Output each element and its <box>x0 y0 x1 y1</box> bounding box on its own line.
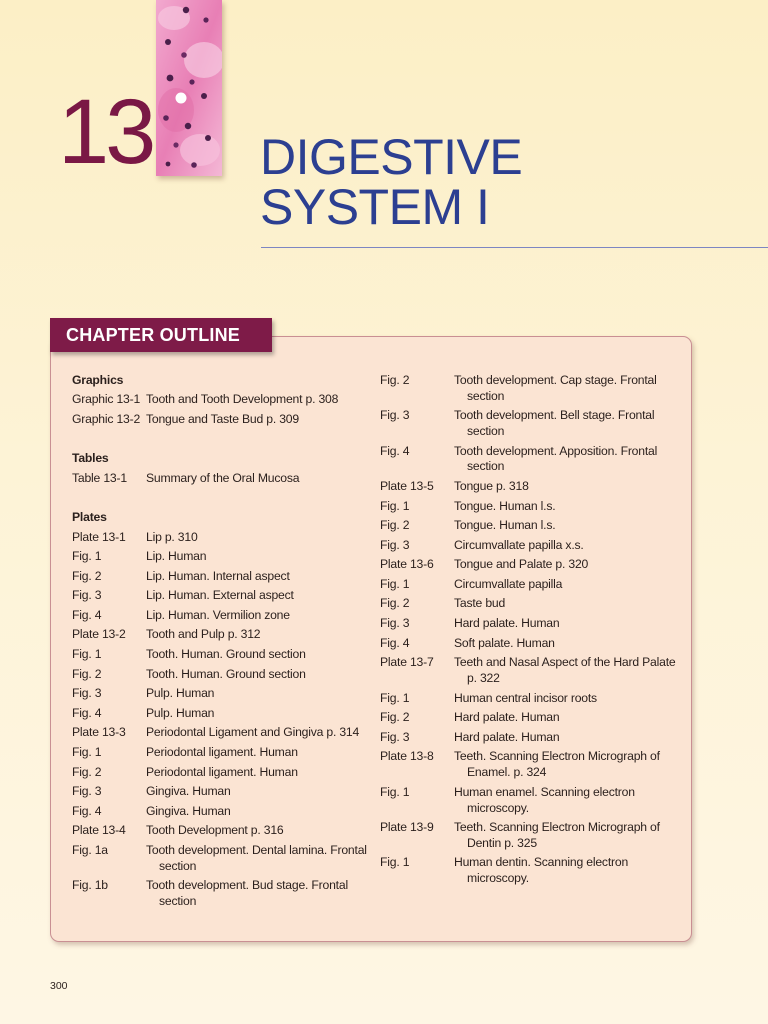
outline-entry-text: Pulp. Human <box>146 686 215 701</box>
outline-entry <box>380 653 680 688</box>
outline-entry-label: Fig. 1 <box>380 784 410 799</box>
outline-entry-label: Fig. 1b <box>72 878 108 893</box>
outline-entry-text: Tooth development. Bell stage. Frontal section <box>454 408 655 439</box>
graphics-list <box>72 391 372 430</box>
outline-entry <box>72 763 372 783</box>
outline-entry-text: Human enamel. Scanning electron microscopy. <box>454 784 635 815</box>
outline-entry-text: Lip. Human <box>146 549 207 564</box>
outline-entry-label: Fig. 1 <box>72 647 102 662</box>
plates-list-left <box>72 528 372 912</box>
tables-list <box>72 469 372 489</box>
outline-entry <box>72 821 372 841</box>
outline-entry-label: Fig. 1 <box>72 549 102 564</box>
outline-entry-label: Fig. 3 <box>380 729 410 744</box>
page-number: 300 <box>50 980 68 992</box>
outline-entry-label: Plate 13-6 <box>380 557 434 572</box>
outline-entry-text: Tongue p. 318 <box>454 479 529 494</box>
outline-entry-label: Plate 13-8 <box>380 749 434 764</box>
outline-entry-text: Tooth and Pulp p. 312 <box>146 627 261 642</box>
outline-entry-text: Teeth. Scanning Electron Micrograph of Dentin p. 325 <box>454 820 660 850</box>
outline-entry-label: Fig. 3 <box>72 784 102 799</box>
chapter-title-line-1: DIGESTIVE <box>260 129 523 185</box>
outline-entry-text: Human central incisor roots <box>454 690 597 705</box>
outline-entry-label: Plate 13-7 <box>380 655 434 670</box>
outline-entry <box>72 586 372 606</box>
outline-entry <box>72 469 372 489</box>
outline-entry-label: Fig. 1 <box>380 855 410 870</box>
outline-entry <box>72 645 372 665</box>
outline-entry <box>380 371 680 406</box>
outline-entry-label: Plate 13-1 <box>72 529 126 544</box>
outline-entry-label: Fig. 1 <box>380 690 410 705</box>
outline-entry <box>380 555 680 575</box>
outline-entry-label: Fig. 2 <box>380 596 410 611</box>
outline-entry <box>380 689 680 709</box>
outline-entry-label: Graphic 13-1 <box>72 392 141 407</box>
chapter-title <box>260 129 523 235</box>
outline-entry-label: Fig. 3 <box>380 408 410 423</box>
outline-entry-label: Fig. 4 <box>380 443 410 458</box>
outline-entry-label: Fig. 4 <box>72 803 102 818</box>
outline-entry-text: Summary of the Oral Mucosa <box>146 470 300 485</box>
outline-entry <box>72 841 372 876</box>
outline-entry <box>380 614 680 634</box>
outline-entry-text: Lip. Human. External aspect <box>146 588 294 603</box>
outline-entry <box>72 606 372 626</box>
outline-entry-label: Fig. 2 <box>380 372 410 387</box>
outline-entry-text: Gingiva. Human <box>146 803 231 818</box>
outline-entry-text: Human dentin. Scanning electron microscopy. <box>454 855 629 886</box>
outline-entry-text: Periodontal Ligament and Gingiva p. 314 <box>146 725 360 740</box>
outline-entry <box>380 728 680 748</box>
outline-entry-label: Fig. 1 <box>380 576 410 591</box>
outline-entry-text: Tooth development. Apposition. Frontal section <box>454 443 658 474</box>
outline-entry <box>72 665 372 685</box>
outline-entry-label: Fig. 3 <box>72 588 102 603</box>
plates-list-right <box>380 371 680 889</box>
outline-entry-text: Tooth development. Cap stage. Frontal section <box>454 372 657 403</box>
outline-entry-label: Fig. 4 <box>380 635 410 650</box>
outline-entry-label: Plate 13-5 <box>380 479 434 494</box>
outline-entry-text: Hard palate. Human <box>454 729 560 744</box>
outline-entry <box>380 406 680 441</box>
outline-entry-text: Pulp. Human <box>146 705 215 720</box>
chapter-title-line-2: SYSTEM I <box>260 179 490 235</box>
outline-entry-text: Teeth. Scanning Electron Micrograph of Enamel. p. 324 <box>454 749 660 780</box>
outline-entry <box>380 516 680 536</box>
outline-entry-text: Hard palate. Human <box>454 710 560 725</box>
outline-entry <box>380 708 680 728</box>
outline-entry-text: Tongue. Human l.s. <box>454 518 556 533</box>
outline-entry <box>72 743 372 763</box>
graphics-heading: Graphics <box>72 373 124 387</box>
outline-entry-label: Fig. 2 <box>380 710 410 725</box>
tables-heading: Tables <box>72 451 109 466</box>
outline-entry-text: Tongue. Human l.s. <box>454 498 556 513</box>
outline-entry-text: Tooth. Human. Ground section <box>146 647 306 662</box>
outline-entry <box>380 783 680 818</box>
outline-entry <box>380 747 680 782</box>
outline-entry-label: Fig. 1 <box>380 498 410 513</box>
chapter-outline-tab: CHAPTER OUTLINE <box>50 318 272 352</box>
outline-entry <box>380 818 680 853</box>
outline-entry-text: Periodontal ligament. Human <box>146 764 298 779</box>
outline-entry-label: Fig. 3 <box>72 686 102 701</box>
outline-entry-label: Fig. 4 <box>72 607 102 622</box>
outline-entry <box>380 634 680 654</box>
outline-column-left <box>72 371 372 912</box>
outline-entry <box>72 876 372 911</box>
outline-entry-label: Graphic 13-2 <box>72 412 141 427</box>
outline-entry-text: Hard palate. Human <box>454 616 560 631</box>
outline-entry-text: Lip. Human. Internal aspect <box>146 568 290 583</box>
outline-entry-text: Circumvallate papilla <box>454 576 563 591</box>
outline-entry-text: Tooth development. Dental lamina. Frontal section <box>146 842 367 873</box>
outline-entry-label: Fig. 1 <box>72 744 102 759</box>
outline-entry <box>380 575 680 595</box>
title-divider <box>261 247 768 248</box>
outline-entry-label: Fig. 3 <box>380 616 410 631</box>
outline-entry <box>72 626 372 646</box>
outline-entry-text: Tongue and Taste Bud p. 309 <box>146 412 299 427</box>
outline-column-right <box>380 371 680 889</box>
outline-entry-label: Fig. 2 <box>72 568 102 583</box>
outline-entry-text: Tooth development. Bud stage. Frontal section <box>146 878 348 909</box>
outline-entry <box>72 391 372 411</box>
outline-entry <box>380 536 680 556</box>
chapter-number: 13 <box>58 81 153 183</box>
outline-entry-text: Circumvallate papilla x.s. <box>454 537 584 552</box>
outline-entry-label: Fig. 2 <box>72 666 102 681</box>
outline-entry-label: Plate 13-9 <box>380 820 434 835</box>
outline-entry <box>72 782 372 802</box>
outline-entry-text: Teeth and Nasal Aspect of the Hard Palate p. 322 <box>454 655 676 686</box>
outline-entry-text: Periodontal ligament. Human <box>146 744 298 759</box>
outline-entry-label: Plate 13-2 <box>72 627 126 642</box>
plates-heading: Plates <box>72 510 107 525</box>
outline-entry <box>72 723 372 743</box>
outline-entry-label: Fig. 2 <box>380 518 410 533</box>
outline-entry <box>72 802 372 822</box>
outline-entry-text: Gingiva. Human <box>146 784 231 799</box>
outline-entry <box>380 595 680 615</box>
outline-entry <box>380 442 680 477</box>
outline-entry <box>72 528 372 548</box>
tissue-micrograph-image <box>156 0 222 176</box>
outline-entry-text: Tooth Development p. 316 <box>146 823 284 838</box>
outline-entry-label: Fig. 3 <box>380 537 410 552</box>
outline-entry-text: Soft palate. Human <box>454 635 555 650</box>
outline-entry-text: Taste bud <box>454 596 506 611</box>
outline-entry <box>380 477 680 497</box>
outline-entry-text: Lip. Human. Vermilion zone <box>146 607 290 622</box>
outline-entry-label: Fig. 1a <box>72 842 108 857</box>
outline-entry-text: Lip p. 310 <box>146 529 198 544</box>
outline-entry <box>72 567 372 587</box>
outline-entry-text: Tongue and Palate p. 320 <box>454 557 589 572</box>
outline-entry <box>72 410 372 430</box>
outline-entry <box>380 497 680 517</box>
outline-entry-text: Tooth. Human. Ground section <box>146 666 306 681</box>
outline-entry-label: Plate 13-4 <box>72 823 126 838</box>
outline-entry <box>72 704 372 724</box>
outline-entry <box>72 547 372 567</box>
outline-entry-label: Plate 13-3 <box>72 725 126 740</box>
outline-entry-label: Fig. 2 <box>72 764 102 779</box>
outline-entry <box>72 684 372 704</box>
outline-entry-label: Table 13-1 <box>72 470 127 485</box>
outline-entry-text: Tooth and Tooth Development p. 308 <box>146 392 339 407</box>
outline-entry <box>380 854 680 889</box>
outline-entry-label: Fig. 4 <box>72 705 102 720</box>
